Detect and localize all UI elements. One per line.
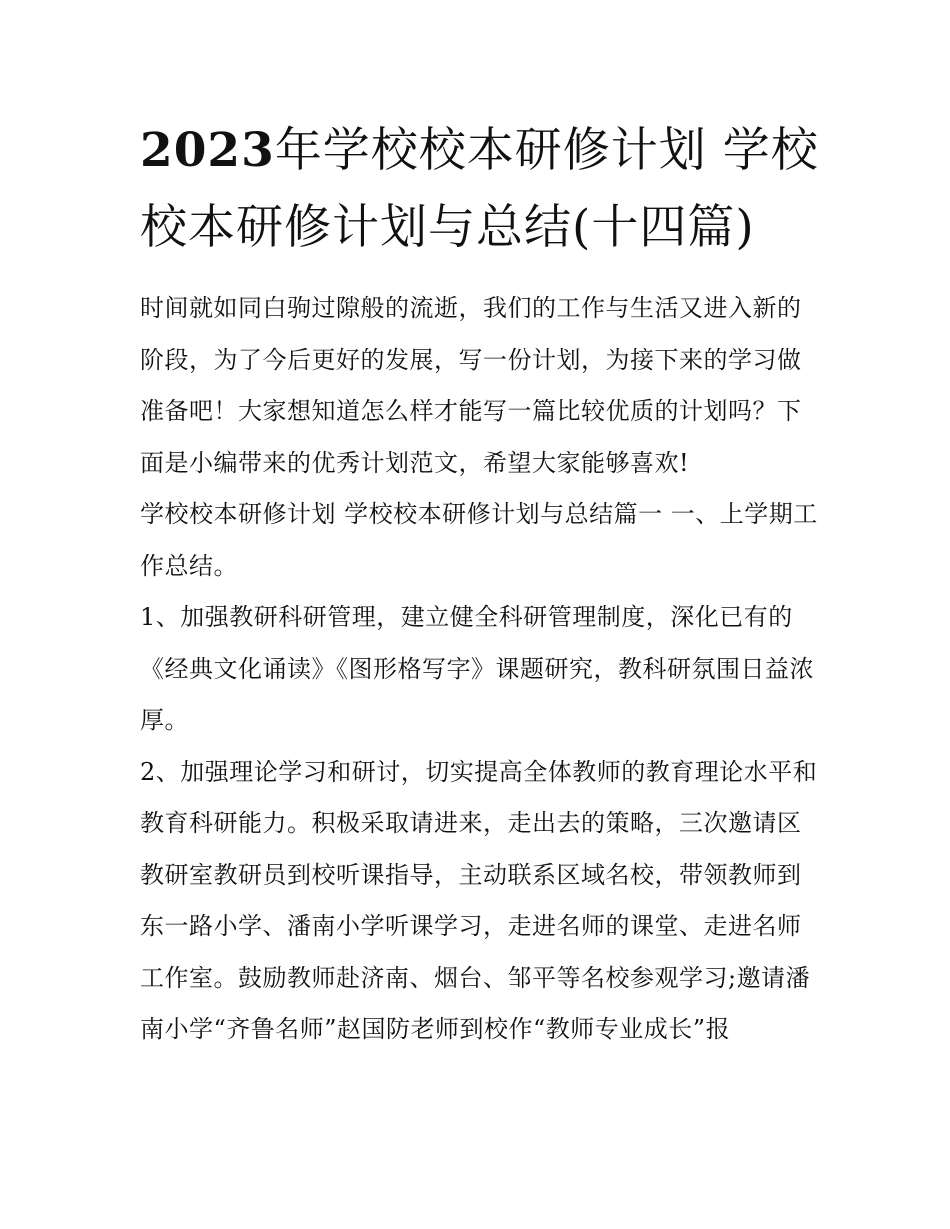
document-title [140,112,820,266]
list-item-2-paragraph: 2、加强理论学习和研讨，切实提高全体教师的教育理论水平和教育科研能力。积极采取请进来，走出去的策略，三次邀请区教研室教研员到校听课指导，主动联系区域名校，带领教师到东一路小学、潘南小学听课学习，走进名师的课堂、走进名师工作室。鼓励教师赴济南、烟台、邹平等名校参观学习;邀请潘南小学“齐鲁名师”赵国防老师到校作“教师专业成长”报 [140,757,818,1043]
title-year: 2023 [140,123,275,178]
section-heading-paragraph: 学校校本研修计划 学校校本研修计划与总结篇一 一、上学期工作总结。 [140,500,818,580]
list-item-1-paragraph: 1、加强教研科研管理，建立健全科研管理制度，深化已有的《经典文化诵读》《图形格写字》课题研究，教科研氛围日益浓厚。 [140,603,814,734]
document-body [140,283,820,1056]
document-page [140,112,820,1056]
intro-paragraph: 时间就如同白驹过隙般的流逝，我们的工作与生活又进入新的阶段，为了今后更好的发展，写一份计划，为接下来的学习做准备吧！大家想知道怎么样才能写一篇比较优质的计划吗？下面是小编带来的优秀计划范文，希望大家能够喜欢! [140,294,802,477]
title-text: 年学校校本研修计划 学校校本研修计划与总结(十四篇) [140,123,819,255]
